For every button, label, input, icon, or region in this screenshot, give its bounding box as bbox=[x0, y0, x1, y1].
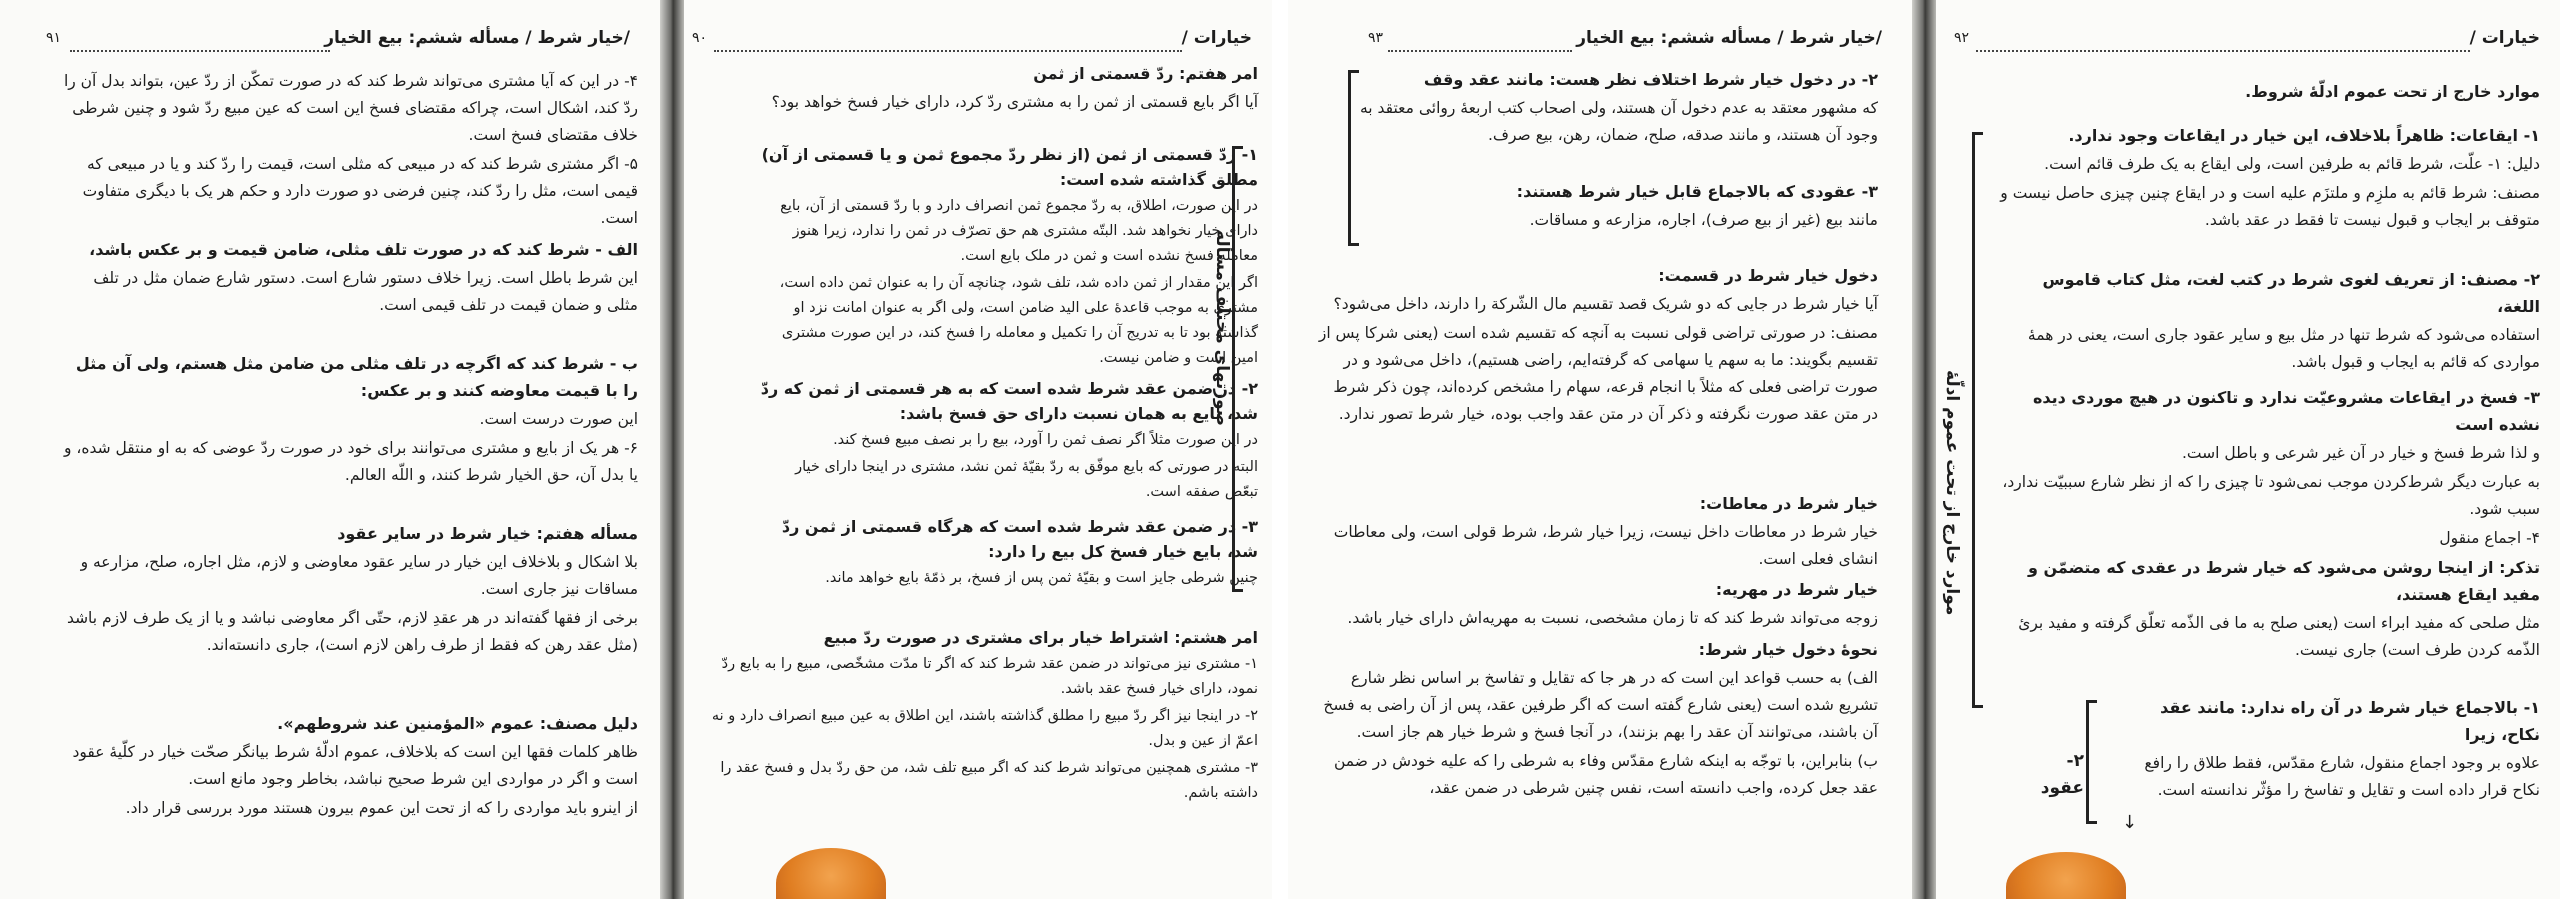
paragraph: که مشهور معتقد به عدم دخول آن هستند، ولی اصحاب کتب اربعهٔ روائی معتقد به وجود آن هستند، و مانند صدقه، صلح، ضمان، رهن، بیع صرف. bbox=[1359, 99, 1878, 144]
text-block-2 bbox=[2000, 266, 2540, 378]
paragraph: در این صورت مثلاً اگر نصف ثمن را آورد، بیع را بر نصف مبیع فسخ کند. bbox=[833, 432, 1258, 448]
paragraph: ۱- مشتری نیز می‌تواند در ضمن عقد شرط کند که اگر تا مدّت مشخّصی، مبیع را به بایع ردّ نمود، دارای خیار فسخ عقد باشد. bbox=[721, 656, 1258, 697]
paragraph: آیا اگر بایع قسمتی از ثمن را به مشتری ردّ کرد، دارای خیار فسخ خواهد بود؟ bbox=[771, 93, 1258, 111]
paragraph: از اینرو باید مواردی را که از تحت این عموم بیرون هستند مورد بررسی قرار داد. bbox=[125, 799, 638, 817]
text-block-5 bbox=[58, 710, 638, 824]
paragraph: ظاهر کلمات فقها این است که بلاخلاف، عموم ادلّهٔ شرط بیانگر صحّت خیار در کلّیهٔ عقود است و اگر در مواردی این شرط صحیح نباشد، بخاطر وجود مانع است. bbox=[72, 743, 638, 788]
text-block-4 bbox=[758, 514, 1258, 593]
paragraph: ۴- اجماع منقول bbox=[2439, 529, 2540, 547]
paragraph: زوجه می‌تواند شرط کند که تا زمان مشخصی، نسبت به مهریه‌اش دارای خیار باشد. bbox=[1347, 609, 1878, 627]
text-block-5 bbox=[1318, 576, 1878, 634]
paragraph: البته در صورتی که بایع موفّق به ردّ بقیّهٔ ثمن نشد، مشتری در اینجا دارای خیار تبعّض صفقه است. bbox=[795, 459, 1258, 500]
thumb-holding-page bbox=[2006, 852, 2126, 899]
paragraph: ب) بنابراین، با توجّه به اینکه شارع مقدّس وفاء به شرطی را که علیه خودش در ضمن عقد جعل کرده، واجب دانسته است، نفس چنین شرطی در ضمن عقد، bbox=[1333, 752, 1878, 797]
book-gutter bbox=[660, 0, 684, 899]
page-title-block bbox=[1960, 78, 2540, 107]
section-bracket bbox=[1232, 146, 1243, 592]
paragraph: ۳- مشتری همچنین می‌تواند شرط کند که اگر مبیع تلف شد، من حق ردّ بدل و فسخ عقد را داشته باشم. bbox=[720, 760, 1258, 801]
text-block-4 bbox=[1318, 490, 1878, 575]
subheading: الف - شرط کند که در صورت تلف مثلی، ضامن قیمت و بر عکس باشد، bbox=[89, 240, 638, 259]
header-rule bbox=[1388, 50, 1572, 52]
text-block-2 bbox=[1358, 178, 1878, 236]
subheading: ۳- عقودی که بالاجماع قابل خیار شرط هستند: bbox=[1516, 182, 1878, 201]
text-block-1 bbox=[698, 60, 1258, 118]
paragraph: ۵- اگر مشتری شرط کند که در مبیعی که مثلی است، قیمت را ردّ کند و یا در مبیعی که قیمی است، مثل را ردّ کند، چنین فرضی دو صورت دارد و حکم هر یک با دیگری متفاوت است. bbox=[82, 155, 638, 227]
text-block-3 bbox=[758, 376, 1258, 507]
page-title: موارد خارج از تحت عموم ادلّهٔ شروط. bbox=[2245, 82, 2540, 101]
book-gutter bbox=[1912, 0, 1936, 899]
page-91 bbox=[40, 0, 660, 899]
paragraph: مصنف: در صورتی تراضی قولی نسبت به آنچه که تقسیم شده است (یعنی شرکا پس از تقسیم بگویند: ما به سهم یا سهامی که گرفته‌ایم، راضی هستیم)، داخل می‌شود و در صورت تراضی فعلی که مثلاً با انجام قرعه، سهام را مشخص کرده‌اند، چون ذکر شرط در متن عقد صورت نگرفته و ذکر آن در متن عقد واجب بوده، خیار شرط تصور ندارد. bbox=[1318, 324, 1878, 423]
section-heading: امر هشتم: اشتراط خیار برای مشتری در صورت ردّ مبیع bbox=[823, 628, 1258, 647]
running-head: خیارات / bbox=[1181, 28, 1252, 48]
text-block-4 bbox=[2000, 554, 2540, 666]
side-label: صورتهای مختلف مسأله bbox=[1212, 230, 1232, 427]
page-header bbox=[1936, 28, 2560, 58]
subheading: ۳- در ضمن عقد شرط شده است که هرگاه قسمتی از ثمن ردّ شد، بایع خیار فسخ کل بیع را دارد: bbox=[781, 517, 1258, 561]
image-divider bbox=[1272, 0, 1288, 899]
paragraph: خیار شرط در معاطات داخل نیست، زیرا خیار شرط، شرط قولی است، ولی معاطات انشای فعلی است. bbox=[1333, 523, 1878, 568]
section-heading: امر هفتم: ردّ قسمتی از ثمن bbox=[1033, 64, 1258, 83]
section-bracket bbox=[1972, 132, 1983, 708]
page-number: ۹۰ bbox=[692, 30, 708, 46]
paragraph: علاوه بر وجود اجماع منقول، شارع مقدّس، فقط طلاق را رافع نکاح قرار داده است و تقایل و تفاسخ را مؤثّر ندانسته است. bbox=[2144, 754, 2540, 799]
subheading: دلیل مصنف: عموم «المؤمنین عند شروطهم». bbox=[277, 714, 638, 733]
paragraph: برخی از فقها گفته‌اند در هر عقدِ لازم، حتّی اگر معاوضی نباشد و یا از یک طرف لازم باشد (مثل عقد رهن که فقط از طرف راهن لازم است)، جاری دانسته‌اند. bbox=[66, 609, 638, 654]
page-number: ۹۲ bbox=[1954, 30, 1970, 46]
paragraph: این شرط باطل است. زیرا خلاف دستور شارع است. دستور شارع ضمان مثل در تلف مثلی و ضمان قیمت در تلف قیمی است. bbox=[93, 269, 638, 314]
paragraph: ۲- در اینجا نیز اگر ردّ مبیع را مطلق گذاشته باشند، این اطلاق به عین مبیع انصراف دارد و نه اعمّ از عین و بدل. bbox=[711, 708, 1258, 749]
arrow-down-icon: ↓ bbox=[2122, 812, 2138, 833]
paragraph: اگر این مقدار از ثمن داده شد، تلف شود، چنانچه آن را به عنوان ثمن داده است، مشتری به موجب قاعدهٔ علی الید ضامن است، ولی اگر به عنوان امانت نزد او گذاشته بود تا به تدریج آن را تکمیل و معامله را فسخ کند، در این صورت مشتری امین است و ضامن نیست. bbox=[779, 275, 1258, 366]
paragraph: در این صورت، اطلاق، به ردّ مجموع ثمن انصراف دارد و با ردّ قسمتی از آن، بایع دارای خیار نخواهد شد. البتّه مشتری هم حق تصرّف در ثمن را ندارد، زیرا هنوز معامله فسخ نشده است و ثمن در ملک بایع است. bbox=[780, 198, 1258, 264]
text-block-1 bbox=[58, 68, 638, 234]
subheading: ۱- بالاجماع خیار شرط در آن راه ندارد: مانند عقد نکاح، زیرا bbox=[2160, 698, 2540, 744]
paragraph: ۴- در این که آیا مشتری می‌تواند شرط کند که در صورت تمکّن از ردّ عین، بتواند بدل آن را ردّ کند، اشکال است، چراکه مقتضای فسخ این است که عین مبیع ردّ شود و چنین شرطی خلاف مقتضای فسخ است. bbox=[63, 72, 638, 144]
right-book-spread bbox=[1288, 0, 2560, 899]
page-header bbox=[40, 28, 660, 58]
subheading: تذکر: از اینجا روشن می‌شود که خیار شرط در عقدی که متضمّن و مفید ایقاع هستند، bbox=[2027, 558, 2540, 604]
running-head: /خیار شرط / مسأله ششم: بیع الخیار bbox=[324, 28, 630, 48]
text-block-2 bbox=[58, 236, 638, 321]
subheading: دخول خیار شرط در قسمت: bbox=[1658, 266, 1878, 285]
paragraph: مصنف: شرط قائم به ملزِم و ملتزَم علیه است و در ایقاع چنین چیزی حاصل نیست و متوقف بر ایجاب و قبول نیست تا فقط در عقد باشد. bbox=[2000, 184, 2540, 229]
section-bracket bbox=[2086, 700, 2097, 824]
page-header bbox=[1288, 28, 1912, 58]
section-bracket bbox=[1348, 70, 1359, 246]
subheading: ۲- مصنف: از تعریف لغوی شرط در کتب لغت، مثل کتاب قاموس اللغة، bbox=[2042, 270, 2540, 316]
paragraph: چنین شرطی جایز است و بقیّهٔ ثمن پس از فسخ، بر ذمّهٔ بایع خواهد ماند. bbox=[825, 570, 1258, 586]
subheading: ۱- ردّ قسمتی از ثمن (از نظر ردّ مجموع ثمن و یا قسمتی از آن) مطلق گذاشته شده است: bbox=[761, 145, 1258, 189]
paragraph: به عبارت دیگر شرط‌کردن موجب نمی‌شود تا چیزی را که از نظر شارع سببیّت ندارد، سبب شود. bbox=[2002, 473, 2540, 518]
subheading: نحوهٔ دخول خیار شرط: bbox=[1698, 640, 1878, 659]
paragraph: دلیل: ۱- علّت، شرط قائم به طرفین است، ولی ایقاع به یک طرف قائم است. bbox=[2044, 155, 2540, 173]
text-block-6 bbox=[1318, 636, 1878, 804]
side-label: ۲- عقود bbox=[2040, 751, 2084, 798]
page-number: ۹۳ bbox=[1368, 30, 1384, 46]
text-block-5 bbox=[698, 625, 1258, 808]
paragraph: ۶- هر یک از بایع و مشتری می‌توانند برای خود در صورت ردّ عوضی که به او منتقل شده، و یا بدل آن، حق الخیار شرط کنند، و اللّه العالم. bbox=[63, 439, 638, 484]
subheading: ب - شرط کند که اگرچه در تلف مثلی من ضامن مثل هستم، ولی آن مثل را با قیمت معاوضه کنند و بر عکس: bbox=[75, 354, 638, 400]
paragraph: استفاده می‌شود که شرط تنها در مثل بیع و سایر عقود جاری است، یعنی در همهٔ مواردی که قائم به ایجاب و قبول باشد. bbox=[2027, 326, 2540, 371]
page-header bbox=[684, 28, 1272, 58]
text-block-3 bbox=[1318, 262, 1878, 430]
running-head: خیارات / bbox=[2469, 28, 2540, 48]
running-head: /خیار شرط / مسأله ششم: بیع الخیار bbox=[1576, 28, 1882, 48]
page-90 bbox=[684, 0, 1272, 899]
text-block-5 bbox=[2120, 694, 2540, 806]
thumb-holding-page bbox=[776, 848, 886, 899]
header-rule bbox=[1976, 50, 2470, 52]
paragraph: بلا اشکال و بلاخلاف این خیار در سایر عقود معاوضی و لازم، مثل اجاره، صلح، مزارعه و مساقات نیز جاری است. bbox=[80, 553, 638, 598]
text-block-4 bbox=[58, 520, 638, 661]
paragraph: آیا خیار شرط در جایی که دو شریک قصد تقسیم مال الشّرکة را دارند، داخل می‌شود؟ bbox=[1333, 295, 1878, 313]
subheading: ۲- در ضمن عقد شرط شده است که به هر قسمتی از ثمن که ردّ شد، بایع به همان نسبت دارای حق فسخ باشد: bbox=[760, 379, 1258, 423]
text-block-1 bbox=[1358, 66, 1878, 151]
page-93 bbox=[1288, 0, 1912, 899]
subheading: ۱- ایقاعات: ظاهراً بلاخلاف، این خیار در ایقاعات وجود ندارد. bbox=[2068, 126, 2540, 145]
page-92 bbox=[1936, 0, 2560, 899]
text-block-2 bbox=[758, 142, 1258, 373]
subheading: خیار شرط در معاطات: bbox=[1699, 494, 1878, 513]
paragraph: و لذا شرط فسخ و خیار در آن غیر شرعی و باطل است. bbox=[2182, 444, 2540, 462]
page-number: ۹۱ bbox=[46, 30, 62, 46]
subheading: خیار شرط در مهریه: bbox=[1715, 580, 1878, 599]
paragraph: مثل صلحی که مفید ابراء است (یعنی صلح به ما فی الذّمه تعلّق گرفته و مفید برئ الذّمه کردن طرف است) جاری نیست. bbox=[2018, 614, 2540, 659]
text-block-1 bbox=[2000, 122, 2540, 236]
side-label: موارد خارج از تحت عموم ادلّهٔ bbox=[1942, 370, 1962, 616]
paragraph: این صورت درست است. bbox=[479, 410, 638, 428]
paragraph: الف) به حسب قواعد این است که در هر جا که تقایل و تفاسخ بر اساس نظر شارع تشریع شده است (یعنی شارع گفته است که اگر طرفین عقد، پس از آن راضی به فسخ آن باشند، می‌توانند آن عقد را بهم بزنند)، در آنجا فسخ و شرط خیار هم جاز است. bbox=[1323, 669, 1878, 741]
subheading: ۳- فسخ در ایقاعات مشروعیّت ندارد و تاکنون در هیچ موردی دیده نشده است bbox=[2032, 388, 2540, 434]
subheading: ۲- در دخول خیار شرط اختلاف نظر هست: مانند عقد وقف bbox=[1423, 70, 1878, 89]
section-heading: مسأله هفتم: خیار شرط در سایر عقود bbox=[337, 524, 638, 543]
header-rule bbox=[714, 50, 1182, 52]
paragraph: مانند بیع (غیر از بیع صرف)، اجاره، مزارعه و مساقات. bbox=[1529, 211, 1878, 229]
header-rule bbox=[70, 50, 330, 52]
text-block-3 bbox=[2000, 384, 2540, 554]
text-block-3 bbox=[58, 350, 638, 491]
left-book-spread bbox=[0, 0, 1272, 899]
